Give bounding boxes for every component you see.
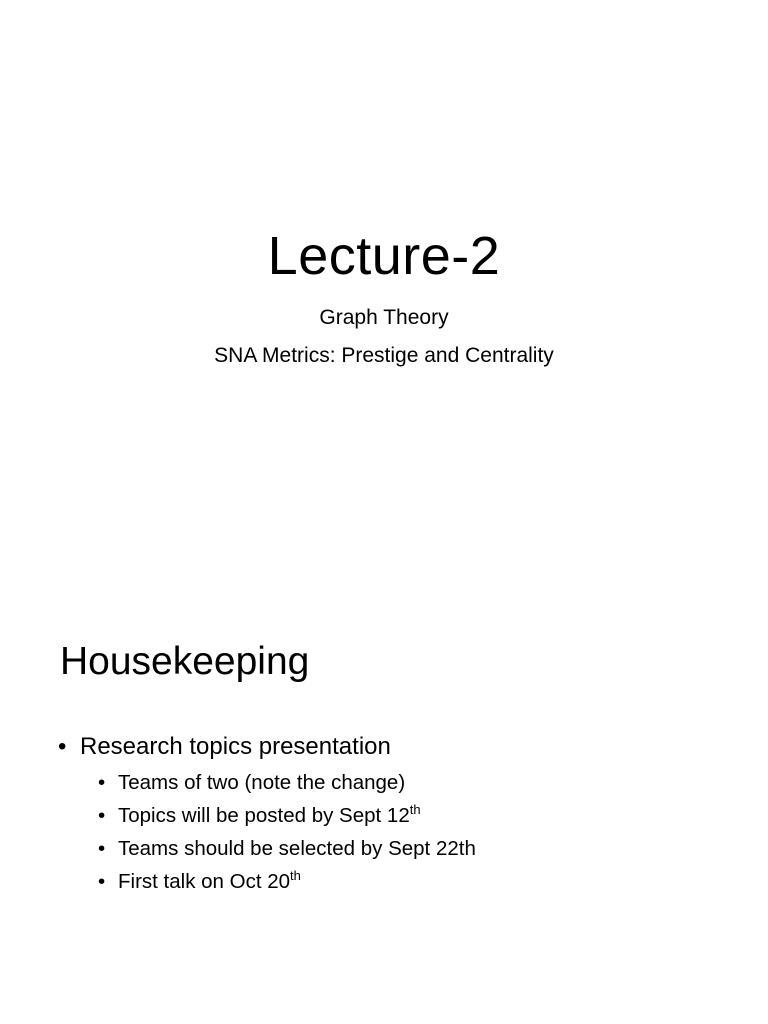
slide-heading: Housekeeping xyxy=(60,640,310,683)
bullet-icon: • xyxy=(98,837,106,860)
slide-subtitle-line-1: Graph Theory xyxy=(319,306,449,329)
bullet-icon: • xyxy=(58,733,67,760)
slide-title: Lecture-2 xyxy=(267,226,501,286)
sub-bullet-item xyxy=(98,865,476,898)
sub-bullet-superscript: th xyxy=(290,868,301,884)
bullet-icon: • xyxy=(98,771,106,794)
sub-bullet-superscript: th xyxy=(409,802,421,818)
housekeeping-slide xyxy=(0,560,768,1024)
sub-bullet-text: Teams of two (note the change) xyxy=(118,771,406,794)
sub-bullet-text: First talk on Oct 20 xyxy=(118,870,291,893)
bullet-list xyxy=(58,730,476,898)
main-bullet-item xyxy=(58,730,476,898)
sub-bullet-item xyxy=(98,832,476,865)
sub-bullet-item xyxy=(98,799,476,832)
slide-subtitle-line-2: SNA Metrics: Prestige and Centrality xyxy=(214,344,554,367)
main-bullet-text: Research topics presentation xyxy=(80,733,391,760)
sub-bullet-text: Teams should be selected by Sept 22th xyxy=(118,837,476,860)
bullet-icon: • xyxy=(98,870,106,893)
sub-bullet-text: Topics will be posted by Sept 12 xyxy=(118,804,410,827)
bullet-icon: • xyxy=(98,804,106,827)
sub-bullet-item xyxy=(98,766,476,799)
sub-bullet-list xyxy=(98,766,476,898)
